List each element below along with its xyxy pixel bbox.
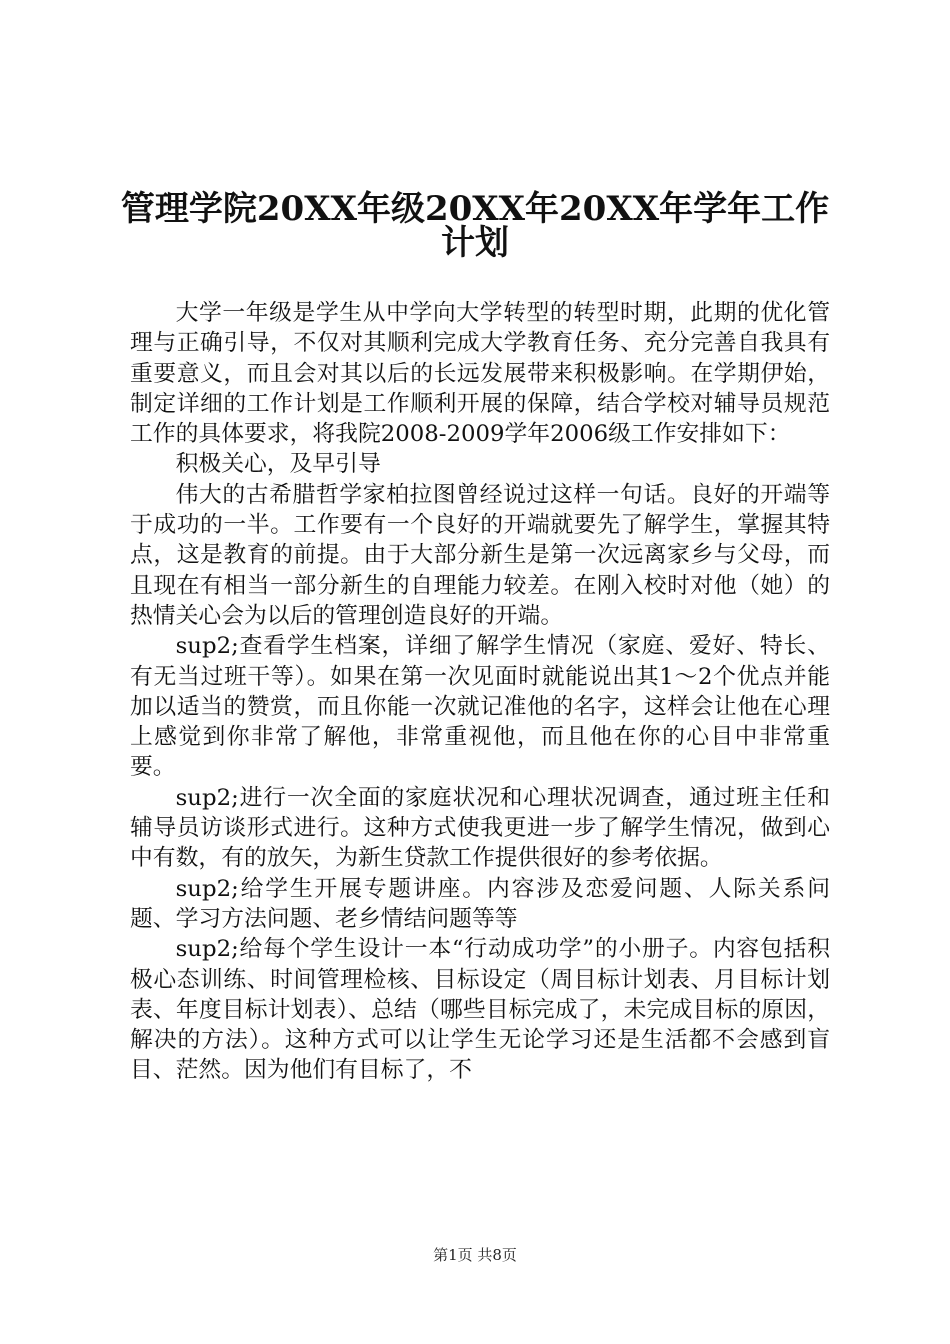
paragraph-intro: 大学一年级是学生从中学向大学转型的转型时期，此期的优化管理与正确引导，不仅对其顺利完成大学教育任务、充分完善自我具有重要意义，而且会对其以后的长远发展带来积极影响。在学期伊始，制定详细的工作计划是工作顺利开展的保障，结合学校对辅导员规范工作的具体要求，将我院2008-2009学年2006级工作安排如下： [130,300,830,448]
paragraph-item-booklet: sup2;给每个学生设计一本“行动成功学”的小册子。内容包括积极心态训练、时间管理检核、目标设定（周目标计划表、月目标计划表、年度目标计划表）、总结（哪些目标完成了，未完成目标的原因，解决的方法）。这种方式可以让学生无论学习还是生活都不会感到盲目、茫然。因为他们有目标了，不 [130,936,830,1084]
document-title-line-1: 管理学院20XX年级20XX年20XX年学年工作 [120,189,830,229]
paragraph-item-files: sup2;查看学生档案，详细了解学生情况（家庭、爱好、特长、有无当过班干等）。如果在第一次见面时就能说出其1～2个优点并能加以适当的赞赏，而且你能一次就记准他的名字，这样会让他在心理上感觉到你非常了解他，非常重视他，而且他在你的心目中非常重要。 [130,633,830,781]
section-heading: 积极关心，及早引导 [175,451,381,478]
document-title-line-2: 计划 [441,223,509,263]
page-number-footer: 第1页 共8页 [433,1246,517,1264]
paragraph-item-survey: sup2;进行一次全面的家庭状况和心理状况调查，通过班主任和辅导员访谈形式进行。这种方式使我更进一步了解学生情况，做到心中有数，有的放矢，为新生贷款工作提供很好的参考依据。 [130,784,830,872]
paragraph-plato: 伟大的古希腊哲学家柏拉图曾经说过这样一句话。良好的开端等于成功的一半。工作要有一个良好的开端就要先了解学生，掌握其特点，这是教育的前提。由于大部分新生是第一次远离家乡与父母，而且现在有相当一部分新生的自理能力较差。在刚入校时对他（她）的热情关心会为以后的管理创造良好的开端。 [130,481,830,629]
paragraph-item-lectures: sup2;给学生开展专题讲座。内容涉及恋爱问题、人际关系问题、学习方法问题、老乡情结问题等等 [130,875,830,932]
document-body [130,298,830,1086]
